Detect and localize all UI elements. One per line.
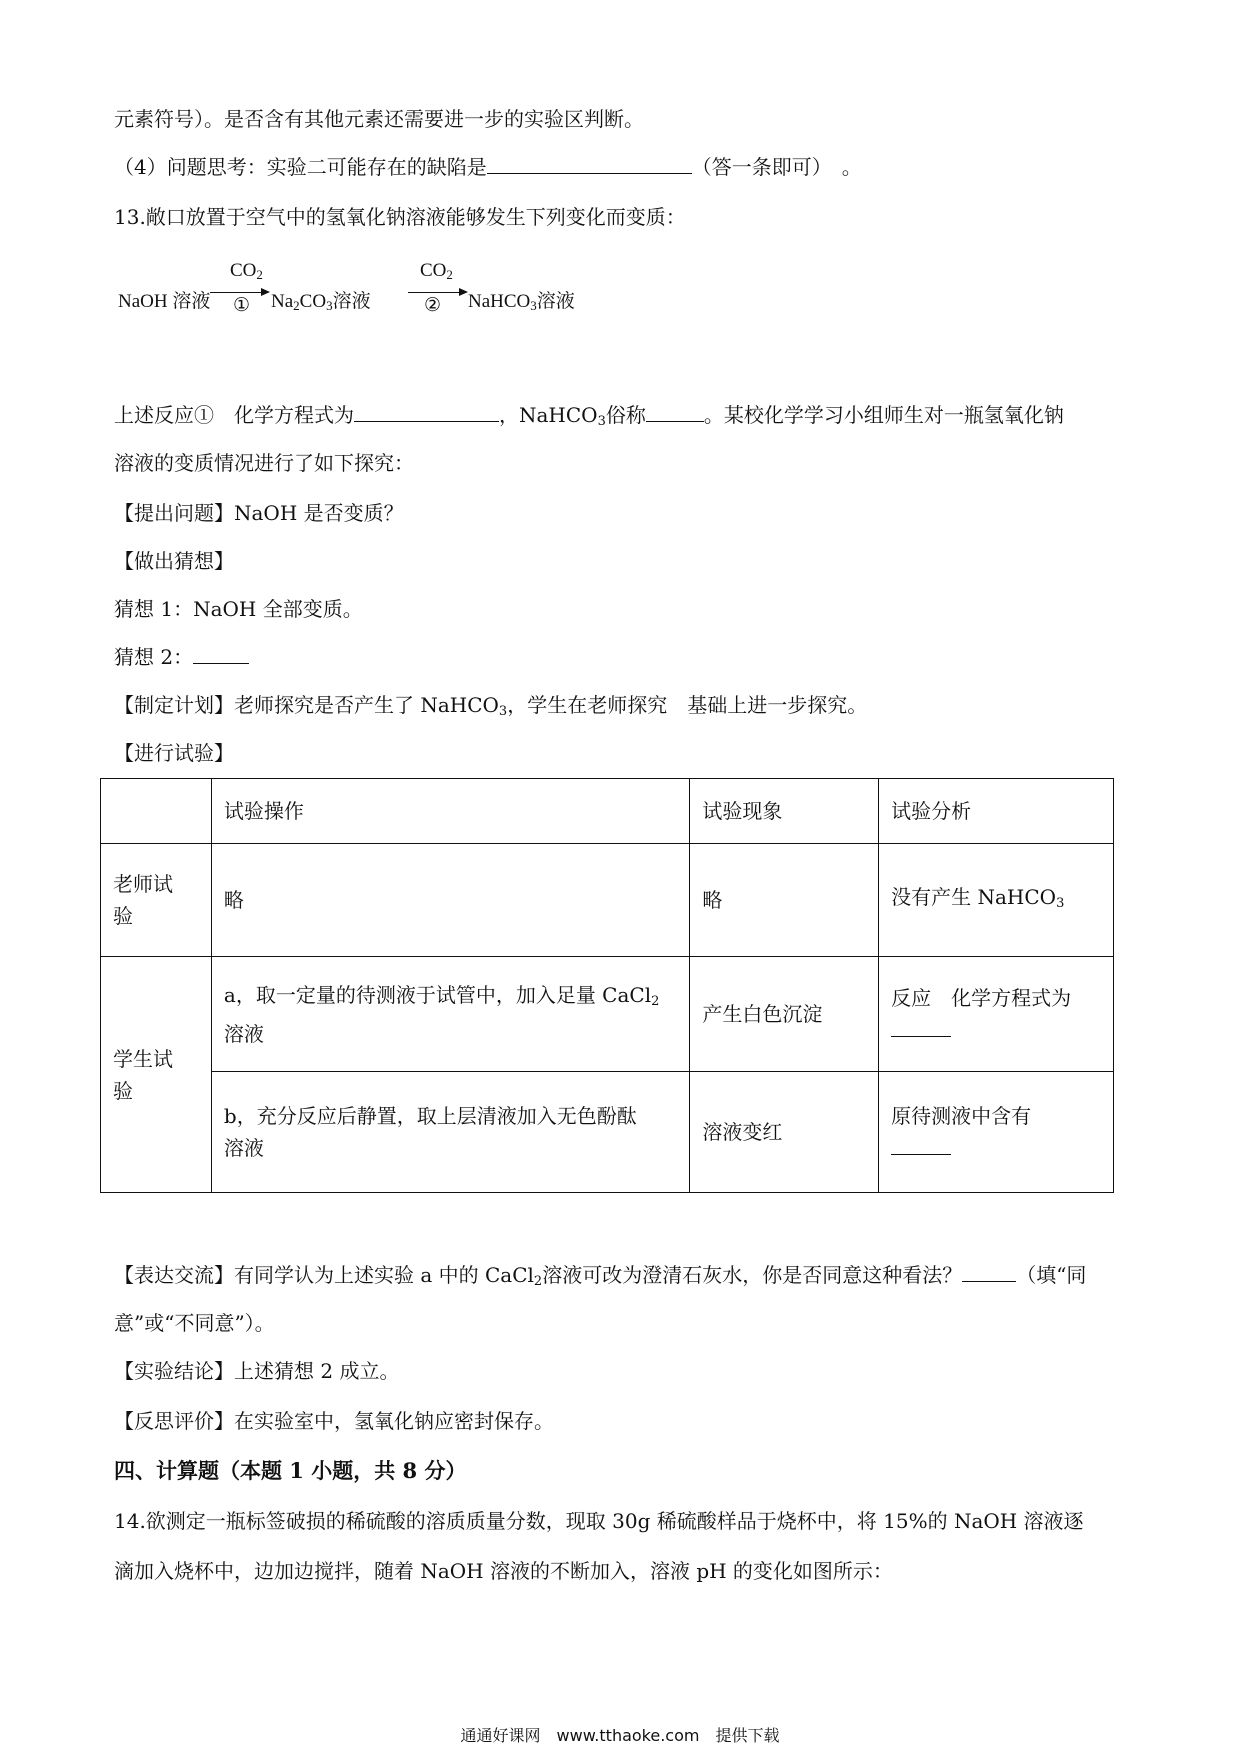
nahco3-solution: NaHCO$_3$溶液 <box>468 291 575 313</box>
naoh-solution: NaOH 溶液 <box>118 291 211 312</box>
table-cell: 溶液变红 <box>690 1072 879 1193</box>
step-1-mark: ① <box>233 295 251 316</box>
co2-label-2: $CO_2$ <box>420 260 453 282</box>
na2co3-solution: $Na_2CO_3$溶液 <box>271 291 371 313</box>
table-row-student-a <box>101 957 1114 1072</box>
text-line: 溶液的变质情况进行了如下探究： <box>114 451 414 475</box>
table-cell: a，取一定量的待测液于试管中，加入足量 CaCl$_2$ 溶液 <box>211 957 689 1072</box>
raise-question: 【提出问题】NaOH 是否变质？ <box>114 501 404 525</box>
text: 俗称 <box>605 403 646 427</box>
question-14-line: 14.欲测定一瓶标签破损的稀硫酸的溶质质量分数，现取 30g 稀硫酸样品于烧杯中，将 15%的 NaOH 溶液逐 <box>114 1509 1084 1533</box>
agree-blank[interactable] <box>962 1261 1016 1282</box>
conclusion-line: 【实验结论】上述猜想 2 成立。 <box>114 1359 400 1383</box>
section-heading: 四、计算题（本题 1 小题，共 8 分） <box>114 1458 467 1483</box>
equation-blank[interactable] <box>354 401 499 422</box>
header-cell: 试验操作 <box>211 779 689 844</box>
hypothesis-2-blank[interactable] <box>193 643 249 664</box>
text-line <box>114 104 644 134</box>
answer-blank[interactable] <box>487 153 692 174</box>
hypothesis-heading: 【做出猜想】 <box>114 549 234 573</box>
hypothesis-2: 猜想 2： <box>114 642 249 672</box>
contains-blank-table[interactable] <box>891 1134 951 1155</box>
text: （答一条即可） 。 <box>691 155 862 179</box>
experiment-table <box>100 778 1114 1193</box>
reflection-line: 【反思评价】在实验室中，氢氧化钠应密封保存。 <box>114 1409 554 1433</box>
arrow-1 <box>210 292 268 293</box>
header-cell: 试验分析 <box>879 779 1114 844</box>
experiment-heading: 【进行试验】 <box>114 741 234 765</box>
common-name-blank[interactable] <box>646 401 704 422</box>
equation-blank-table[interactable] <box>891 1016 951 1037</box>
text: 。某校化学学习小组师生对一瓶氢氧化钠 <box>703 403 1064 427</box>
footer-text: 通通好课网 www.tthaoke.com 提供下载 <box>460 1726 780 1745</box>
header-cell <box>101 779 212 844</box>
discussion-line: 【表达交流】有同学认为上述实验 a 中的 CaCl$_2$溶液可改为澄清石灰水，你是否同意这种看法？ （填“同 <box>114 1263 1087 1289</box>
co2-label-1: $CO_2$ <box>230 260 263 282</box>
text: （4）问题思考：实验二可能存在的缺陷是 <box>114 155 487 179</box>
row-label-teacher: 老师试 验 <box>101 844 212 957</box>
reaction-equation-line: 上述反应① 化学方程式为 ，NaHCO$_3$俗称 。某校化学学习小组师生对一瓶氢氧化钠 <box>114 403 1064 429</box>
table-cell: 没有产生 NaHCO$_3$ <box>879 844 1114 957</box>
text: 上述反应① 化学方程式为 <box>114 403 354 427</box>
table-cell: 产生白色沉淀 <box>690 957 879 1072</box>
header-cell: 试验现象 <box>690 779 879 844</box>
table-cell: 略 <box>211 844 689 957</box>
plan-line: 【制定计划】老师探究是否产生了 NaHCO$_3$，学生在老师探究 基础上进一步探究。 <box>114 693 868 719</box>
arrow-2 <box>408 292 466 293</box>
table-cell: 原待测液中含有 <box>879 1072 1114 1193</box>
text: 13.敞口放置于空气中的氢氧化钠溶液能够发生下列变化而变质： <box>114 205 686 229</box>
table-row-student-b <box>101 1072 1114 1193</box>
text-line: 意”或“不同意”）。 <box>114 1311 275 1335</box>
row-label-student: 学生试 验 <box>101 957 212 1193</box>
table-cell: 反应 化学方程式为 <box>879 957 1114 1072</box>
table-cell: 略 <box>690 844 879 957</box>
step-2-mark: ② <box>424 295 442 316</box>
reaction-scheme <box>118 258 638 318</box>
table-row-teacher <box>101 844 1114 957</box>
table-header-row <box>101 779 1114 844</box>
hypothesis-1: 猜想 1：NaOH 全部变质。 <box>114 597 363 621</box>
question-4-line <box>114 152 862 182</box>
text: ，NaHCO <box>499 403 598 427</box>
text: 元素符号）。是否含有其他元素还需要进一步的实验区判断。 <box>114 107 644 131</box>
question-13-title <box>114 202 686 232</box>
question-14-line-2: 滴加入烧杯中，边加边搅拌，随着 NaOH 溶液的不断加入，溶液 pH 的变化如图所示： <box>114 1559 893 1583</box>
table-cell: b，充分反应后静置，取上层清液加入无色酚酞 溶液 <box>211 1072 689 1193</box>
